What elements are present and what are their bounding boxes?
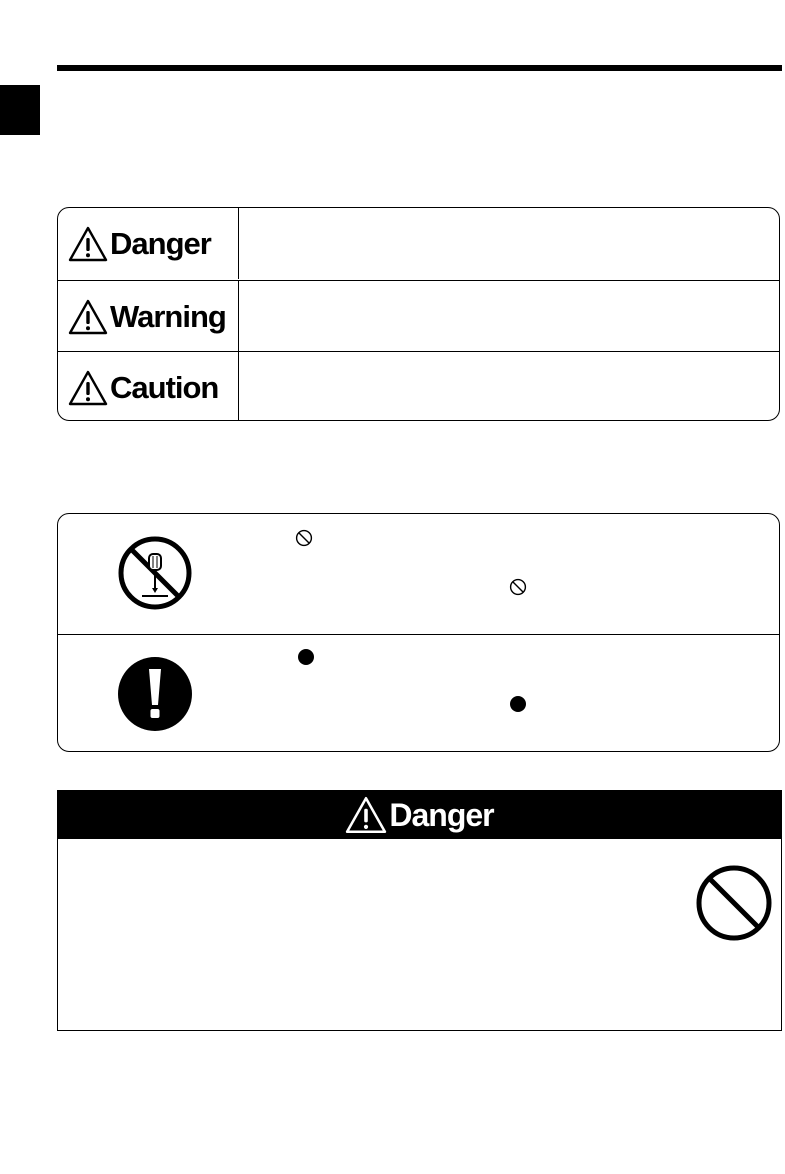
level-text: Warning bbox=[110, 299, 226, 334]
danger-notice-box bbox=[57, 790, 782, 1031]
level-text: Danger bbox=[110, 226, 211, 261]
column-divider bbox=[238, 281, 239, 351]
prohibition-icon bbox=[694, 863, 774, 943]
mandatory-action-icon bbox=[116, 655, 194, 733]
warning-triangle-icon bbox=[68, 370, 108, 406]
column-divider bbox=[238, 208, 239, 279]
prohibition-circle-icon bbox=[295, 529, 313, 547]
warning-triangle-icon bbox=[68, 226, 108, 262]
level-row-warning bbox=[58, 280, 779, 351]
level-label-danger bbox=[68, 208, 211, 279]
column-divider bbox=[238, 352, 239, 421]
level-label-warning bbox=[68, 281, 226, 352]
filled-circle-icon bbox=[297, 648, 315, 666]
level-text: Caution bbox=[110, 370, 219, 405]
symbol-row-prohibited bbox=[58, 514, 779, 634]
section-tab bbox=[0, 85, 40, 135]
symbol-row-mandatory bbox=[58, 634, 779, 751]
danger-header bbox=[58, 791, 781, 839]
warning-triangle-icon bbox=[68, 299, 108, 335]
hazard-level-table bbox=[57, 207, 780, 421]
prohibited-disassembly-icon bbox=[116, 534, 194, 612]
danger-header-title: Danger bbox=[389, 797, 494, 833]
warning-triangle-icon bbox=[345, 796, 387, 834]
top-rule bbox=[57, 65, 782, 71]
level-label-caution bbox=[68, 352, 218, 421]
filled-circle-icon bbox=[509, 695, 527, 713]
symbol-table bbox=[57, 513, 780, 752]
level-row-danger bbox=[58, 208, 779, 279]
prohibition-circle-icon bbox=[509, 578, 527, 596]
level-row-caution bbox=[58, 351, 779, 421]
